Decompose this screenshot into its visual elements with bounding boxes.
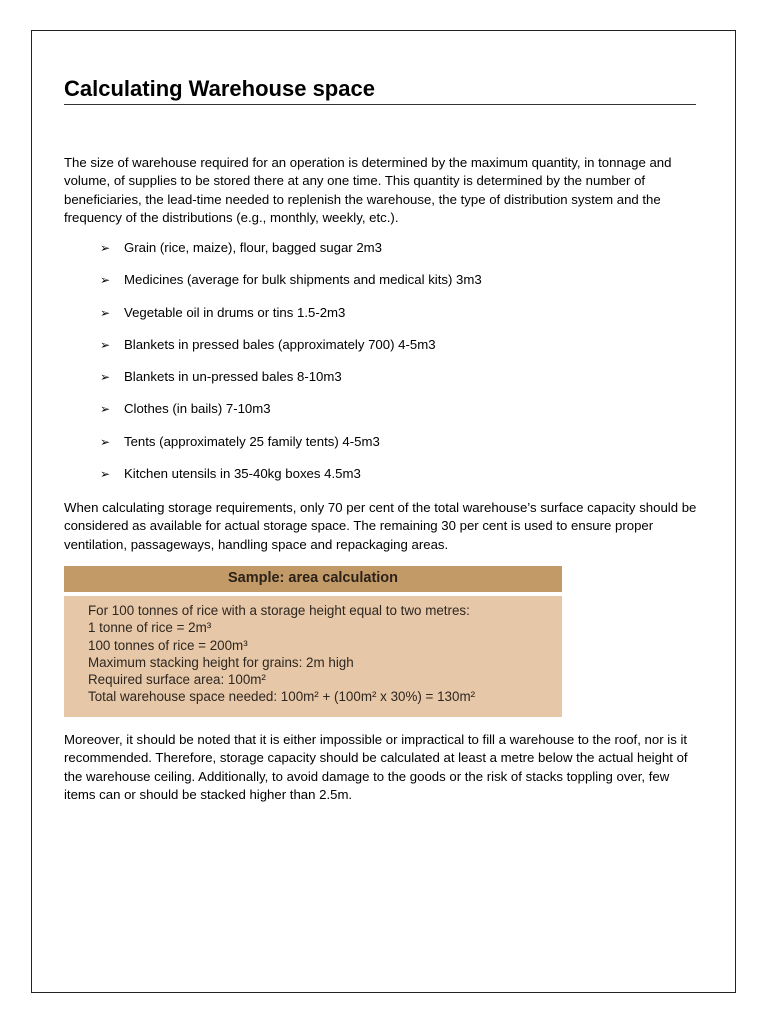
list-item-text: Grain (rice, maize), flour, bagged sugar 2m3 (124, 240, 383, 255)
list-item (100, 366, 700, 398)
sample-box-title: Sample: area calculation (64, 566, 562, 592)
list-item (100, 269, 700, 301)
list-item (100, 398, 700, 430)
storage-volume-list (100, 237, 700, 495)
page-title: Calculating Warehouse space (64, 74, 696, 105)
sample-line: Required surface area: 100m² (88, 672, 266, 688)
arrow-bullet-icon: ➢ (100, 241, 111, 255)
sample-line: For 100 tonnes of rice with a storage height equal to two metres: (88, 603, 470, 618)
arrow-bullet-icon: ➢ (100, 402, 111, 417)
list-item (100, 334, 700, 366)
list-item-text: Medicines (average for bulk shipments and medical kits) 3m3 (124, 272, 482, 288)
list-item-text: Blankets in pressed bales (approximately 700) 4-5m3 (124, 336, 436, 352)
list-item-text: Clothes (in bails) 7-10m3 (124, 401, 271, 417)
sample-line: 100 tonnes of rice = 200m³ (88, 637, 248, 653)
arrow-bullet-icon: ➢ (100, 467, 111, 482)
arrow-bullet-icon: ➢ (100, 370, 111, 385)
list-item (100, 237, 700, 269)
sample-calculation-box (64, 596, 562, 717)
arrow-bullet-icon: ➢ (100, 273, 111, 288)
list-item-text: Kitchen utensils in 35-40kg boxes 4.5m3 (124, 466, 361, 482)
list-item (100, 431, 700, 463)
sample-line: Maximum stacking height for grains: 2m high (88, 654, 354, 670)
list-item (100, 463, 700, 495)
arrow-bullet-icon: ➢ (100, 434, 111, 449)
arrow-bullet-icon: ➢ (100, 305, 111, 320)
list-item-text: Vegetable oil in drums or tins 1.5-2m3 (124, 304, 346, 320)
storage-note-paragraph: When calculating storage requirements, only 70 per cent of the total warehouse’s surface capacity should be considered as available for actual storage space. The remaining 30 per cent is used to ensure proper ventilation, passageways, handling space and repackaging areas. (64, 500, 697, 552)
sample-line: 1 tonne of rice = 2m³ (88, 620, 212, 636)
sample-line: Total warehouse space needed: 100m² + (100m² x 30%) = 130m² (88, 689, 476, 705)
intro-paragraph: The size of warehouse required for an operation is determined by the maximum quantity, in tonnage and volume, of supplies to be stored there at any one time. This quantity is determined by the number of beneficiaries, the lead-time needed to replenish the warehouse, the type of distribution system and the frequency of the distributions (e.g., monthly, weekly, etc.). (64, 155, 672, 226)
list-item-text: Blankets in un-pressed bales 8-10m3 (124, 369, 342, 385)
list-item-text: Tents (approximately 25 family tents) 4-5m3 (124, 433, 380, 449)
closing-paragraph: Moreover, it should be noted that it is either impossible or impractical to fill a warehouse to the roof, nor is it recommended. Therefore, storage capacity should be calculated at least a metre below the actual height of the warehouse ceiling. Additionally, to avoid damage to the goods or the risk of stacks toppling over, few items can or should be stacked higher than 2.5m. (64, 732, 688, 803)
arrow-bullet-icon: ➢ (100, 337, 111, 352)
list-item (100, 302, 700, 334)
